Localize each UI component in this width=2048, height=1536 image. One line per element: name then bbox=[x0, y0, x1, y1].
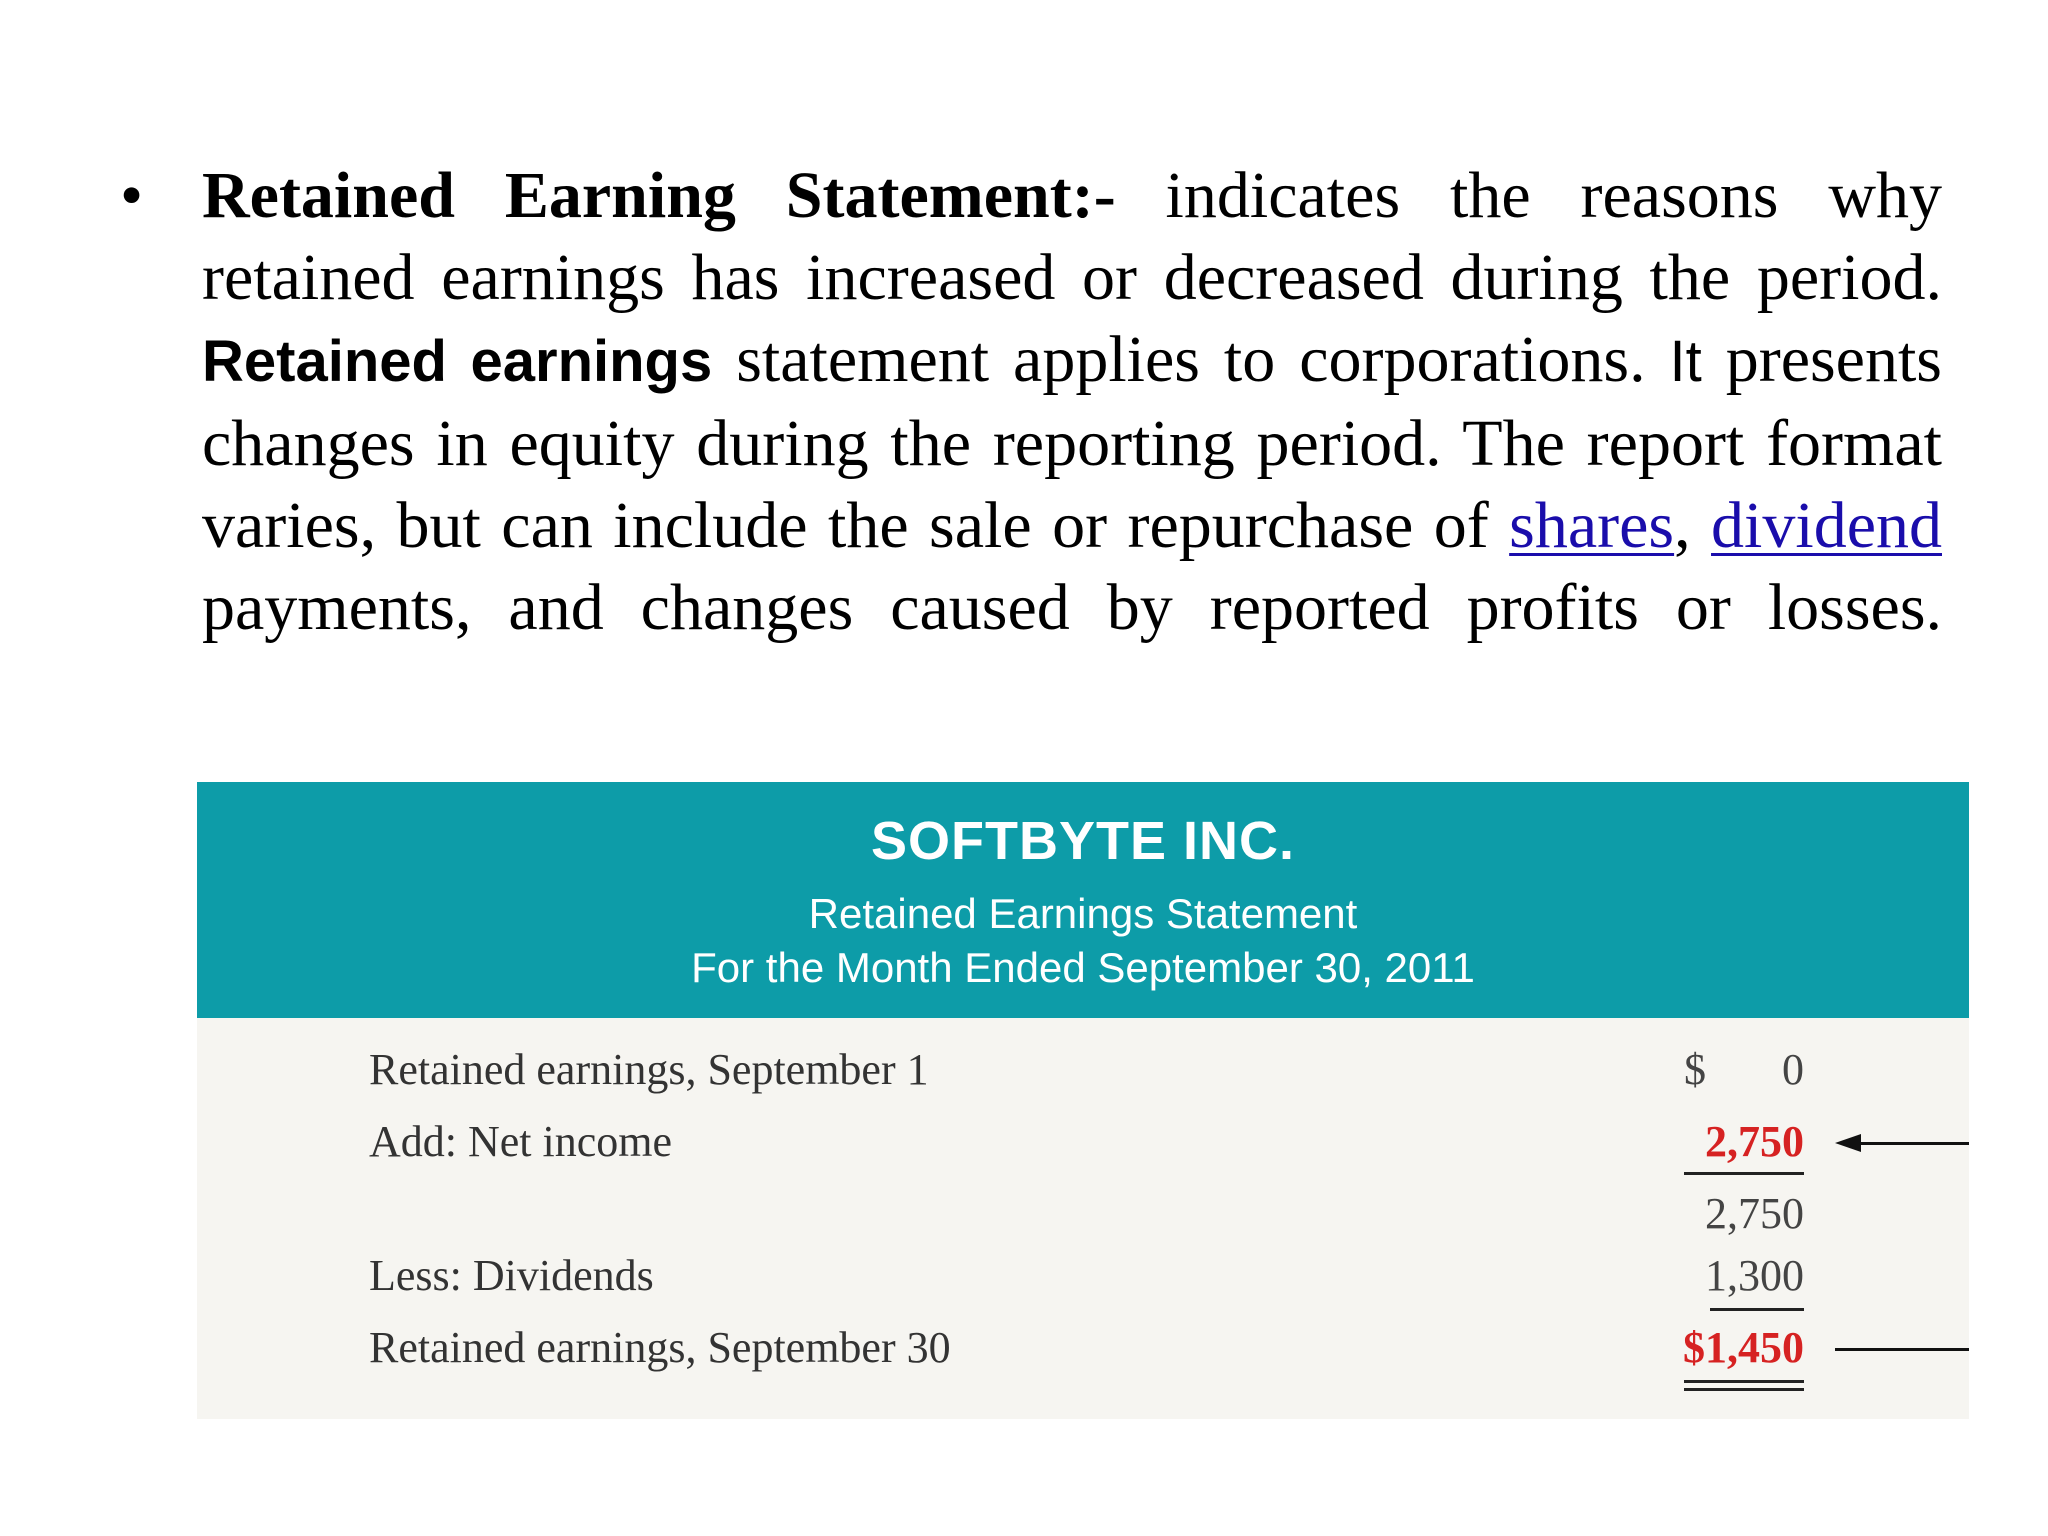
double-rule-bottom bbox=[1684, 1388, 1804, 1391]
amount-opening: 0 bbox=[1782, 1045, 1804, 1094]
paragraph-text-5: payments, and changes caused by reported profits or losses. bbox=[202, 571, 1942, 644]
paragraph-text-it: It bbox=[1669, 329, 1702, 394]
currency-symbol: $ bbox=[1684, 1045, 1706, 1094]
paragraph-text-3: presents changes in equity during the reporting period. The report format varies, but can include the sale or repurchase of bbox=[202, 323, 1942, 562]
bullet-mark: • bbox=[120, 159, 144, 232]
amount-net-income: 2,750 bbox=[1705, 1117, 1804, 1166]
paragraph-text-1: indicates the reasons why retained earnings has increased or decreased during the period. bbox=[202, 159, 1942, 314]
row-label-net-income: Add: Net income bbox=[369, 1117, 673, 1166]
paragraph-bold-term: Retained earnings bbox=[202, 329, 713, 394]
row-label-dividends: Less: Dividends bbox=[369, 1251, 654, 1300]
row-label-closing: Retained earnings, September 30 bbox=[369, 1323, 951, 1372]
row-label-opening: Retained earnings, September 1 bbox=[369, 1045, 929, 1094]
paragraph-heading: Retained Earning Statement:- bbox=[202, 159, 1116, 232]
dividends-rule bbox=[1710, 1308, 1804, 1311]
statement-header bbox=[197, 782, 1969, 1018]
closing-pointer-line bbox=[1835, 1348, 1969, 1351]
retained-earnings-statement bbox=[197, 782, 1969, 1419]
definition-paragraph bbox=[202, 155, 1942, 649]
amount-subtotal: 2,750 bbox=[1705, 1189, 1804, 1238]
subtotal-rule bbox=[1684, 1172, 1804, 1175]
shares-link[interactable]: shares bbox=[1509, 489, 1675, 562]
paragraph-text-4: , bbox=[1674, 489, 1712, 562]
amount-closing: $1,450 bbox=[1683, 1323, 1804, 1372]
company-name: SOFTBYTE INC. bbox=[870, 811, 1295, 871]
amount-dividends: 1,300 bbox=[1705, 1251, 1804, 1300]
statement-title: Retained Earnings Statement bbox=[808, 890, 1358, 937]
double-rule-top bbox=[1684, 1380, 1804, 1383]
paragraph-text-2: statement applies to corporations. bbox=[712, 323, 1670, 396]
net-income-arrow bbox=[1857, 1142, 1969, 1145]
dividend-link[interactable]: dividend bbox=[1711, 489, 1942, 562]
statement-period: For the Month Ended September 30, 2011 bbox=[691, 944, 1475, 991]
